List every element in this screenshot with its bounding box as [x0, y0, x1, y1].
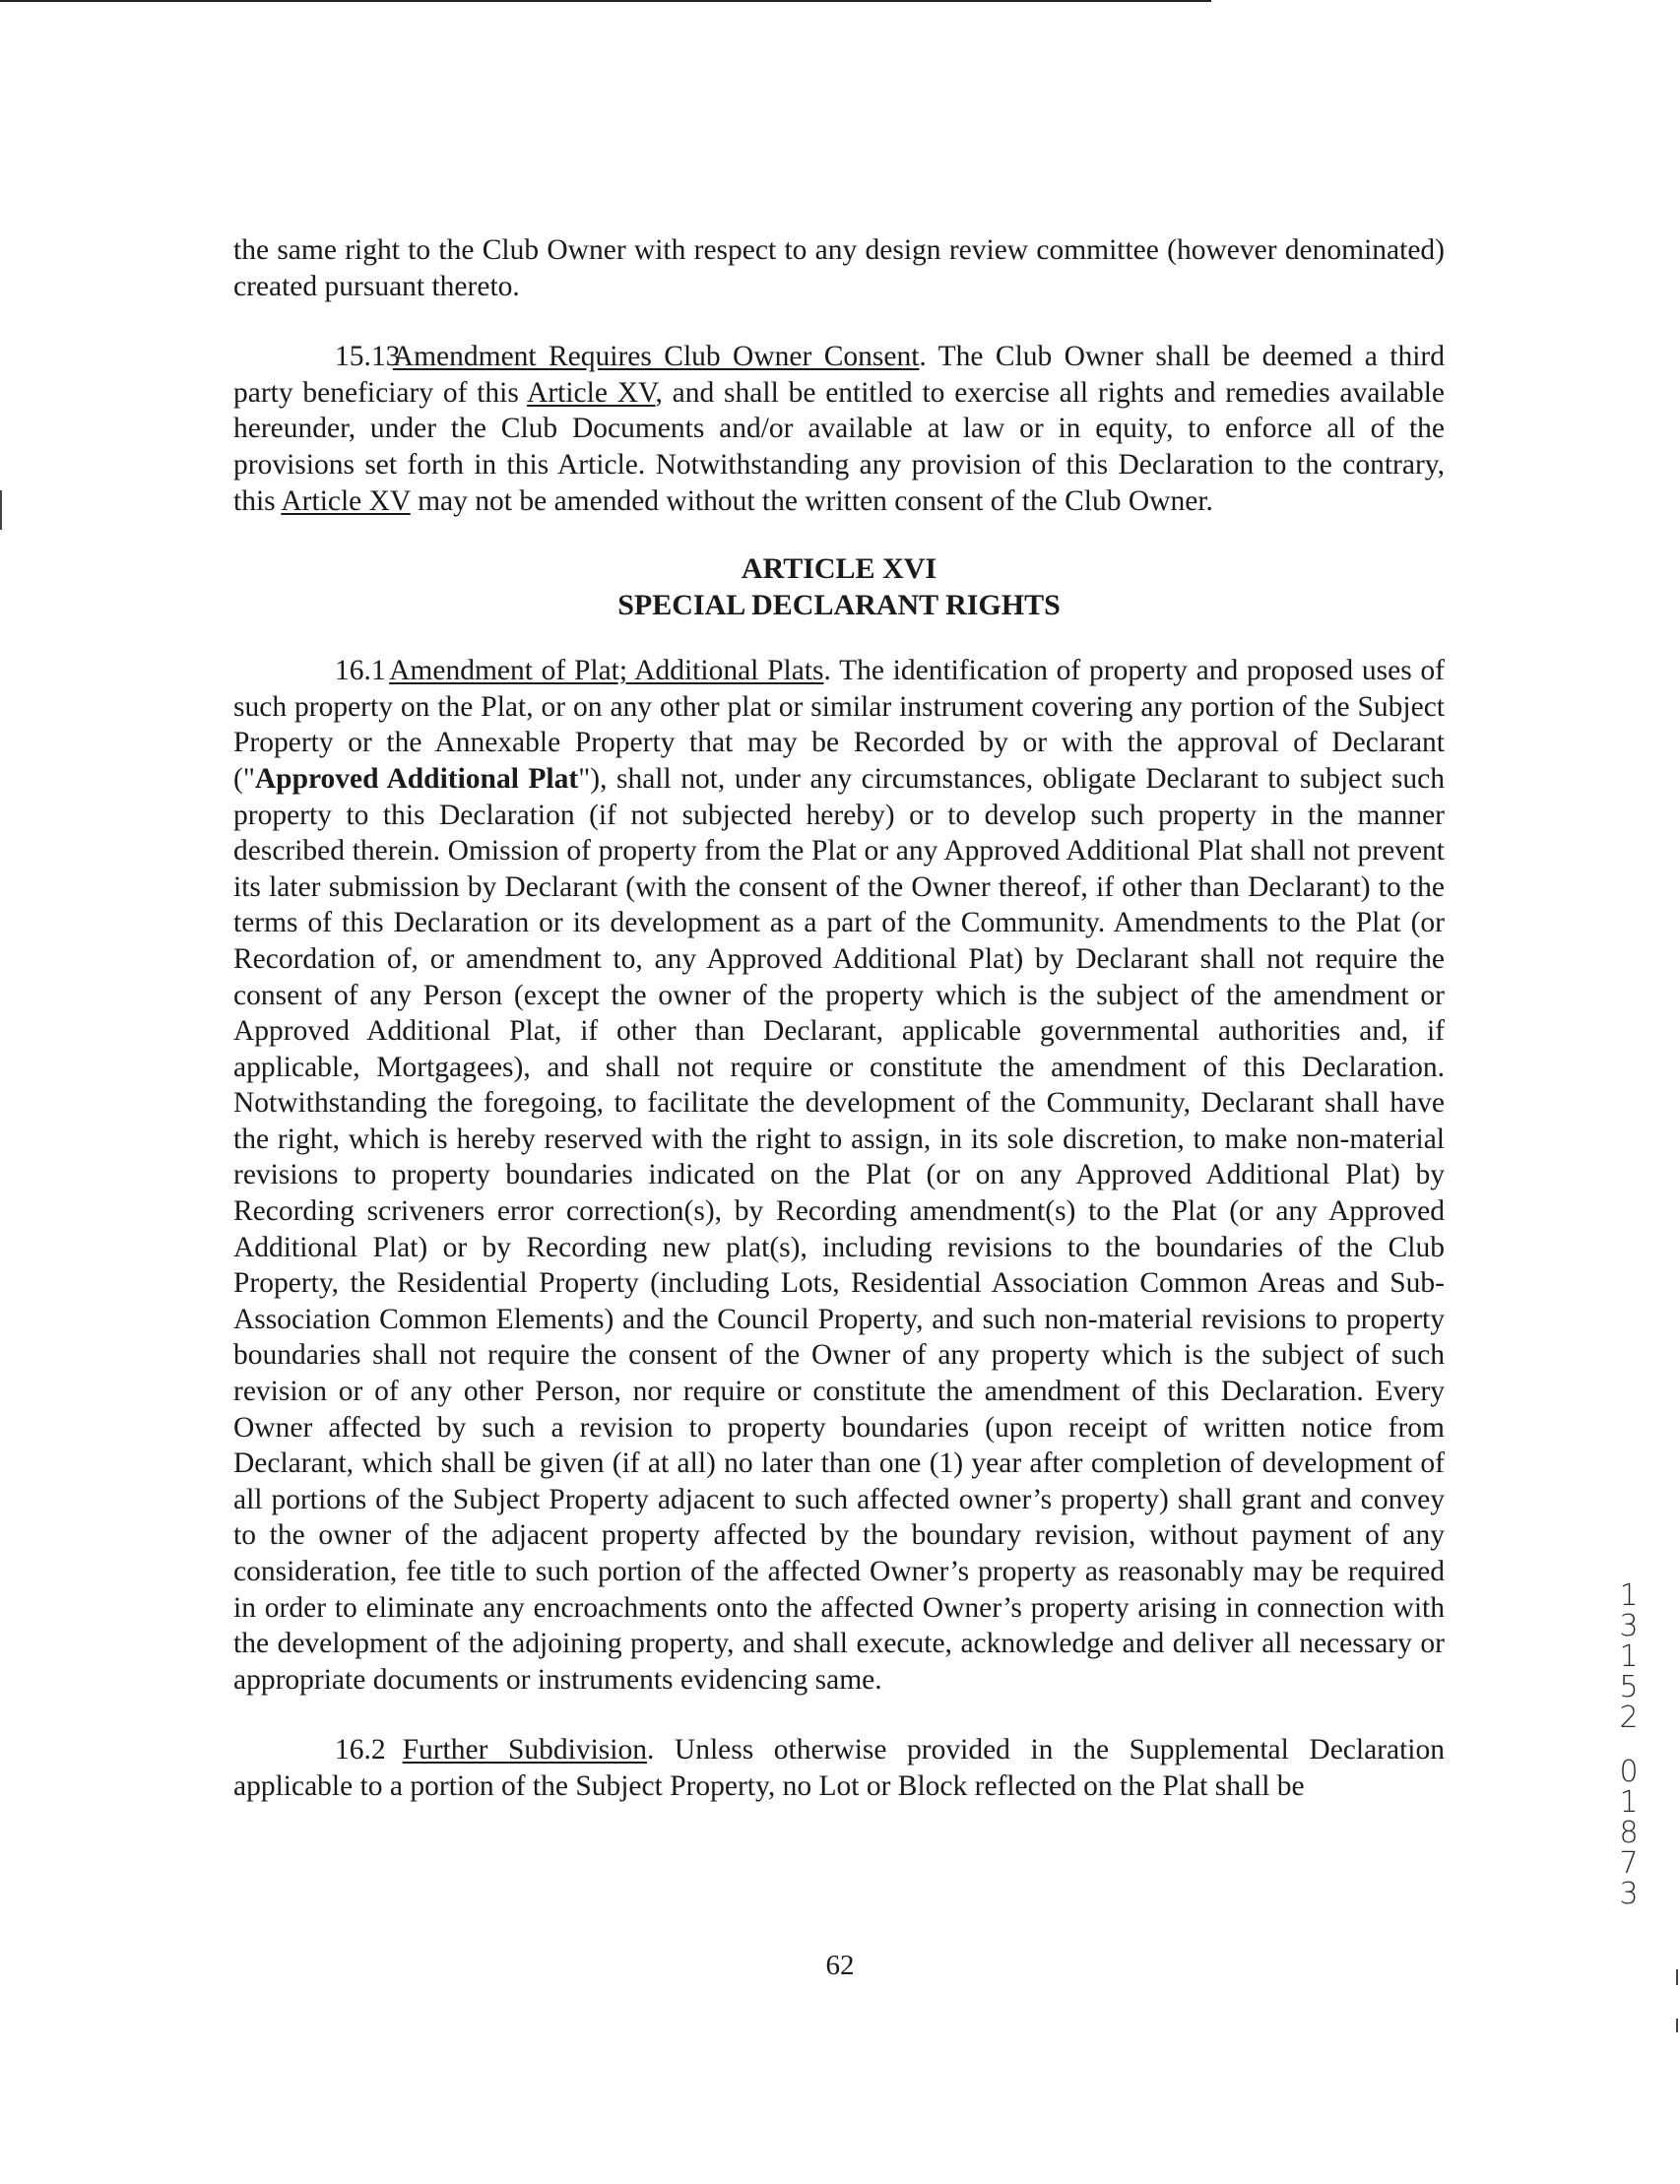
article-title: SPECIAL DECLARANT RIGHTS: [617, 589, 1061, 622]
recording-stamp: [1611, 1580, 1647, 1909]
section-text: "), shall not, under any circumstances, obligate Declarant to subject such property to this Declaration (if not subjected hereby) or to develop such property in the manner described therein. Omission of property from the Plat or any Approved Additional Plat shall not prevent its later submission by Declarant (with the consent of the Owner thereof, if other than Declarant) to the terms of this Declaration or its development as a part of the Community. Amendments to the Plat (or Recordation of, or amendment to, any Approved Additional Plat) by Declarant shall not require the consent of any Person (except the owner of the property which is the subject of the amendment or Approved Additional Plat, if other than Declarant, applicable governmental authorities and, if applicable, Mortgagees), and shall not require or constitute the amendment of this Declaration. Notwithstanding the foregoing, to facilitate the development of the Community, Declarant shall have the right, which is hereby reserved with the right to assign, in its sole discretion, to make non-material revisions to property boundaries indicated on the Plat (or on any Approved Additional Plat) by Recording scriveners error correction(s), by Recording amendment(s) to the Plat (or any Approved Additional Plat) or by Recording new plat(s), including revisions to the boundaries of the Club Property, the Residential Property (including Lots, Residential Association Common Areas and Sub-Association Common Elements) and the Council Property, and such non-material revisions to property boundaries shall not require the consent of the Owner of any property which is the subject of such revision or of any other Person, nor require or constitute the amendment of this Declaration. Every Owner affected by such a revision to property boundaries (upon receipt of written notice from Declarant, which shall be given (if at all) no later than one (1) year after completion of development of all portions of the Subject Property adjacent to such affected owner’s property) shall grant and convey to the owner of the adjacent property affected by the boundary revision, without payment of any consideration, fee title to such portion of the affected Owner’s property as reasonably may be required in order to eliminate any encroachments onto the affected Owner’s property arising in connection with the development of the adjoining property, and shall execute, acknowledge and deliver all necessary or appropriate documents or instruments evidencing same.: [233, 762, 1445, 1696]
section-title: Further Subdivision: [402, 1734, 647, 1766]
top-scan-rule: [0, 0, 1211, 2]
section-text: . The Club Owner shall be deemed a third party beneficiary of this: [233, 341, 1446, 409]
article-reference: Article XV: [527, 376, 656, 409]
article-number: ARTICLE XVI: [741, 552, 937, 586]
section-number: 15.13: [335, 341, 401, 373]
page-number: 62: [825, 1950, 855, 1981]
scan-edge-mark: [1676, 2019, 1678, 2032]
stamp-char: 3: [1619, 1877, 1639, 1911]
stamp-char: 1: [1619, 1578, 1639, 1613]
section-text: may not be amended without the written consent of the Club Owner.: [410, 484, 1213, 517]
article-reference: Article XV: [281, 484, 411, 517]
stamp-char: 1: [1619, 1785, 1639, 1820]
defined-term: Approved Additional Plat: [254, 762, 579, 795]
scan-edge-mark: [0, 490, 2, 530]
stamp-char: 1: [1619, 1639, 1639, 1674]
section-number: 16.1: [335, 655, 386, 687]
stamp-char: 7: [1619, 1846, 1639, 1881]
section-15-13: [233, 339, 1445, 519]
stamp-char: 3: [1619, 1609, 1639, 1643]
section-text: , and shall be entitled to exercise all rights and remedies available hereunder, under the Club Documents and/or available at law or in equity, to enforce all of the provisions set forth in this Article. Notwithstanding any provision of this Declaration to the contrary, this: [233, 376, 1445, 517]
section-title: Amendment of Plat; Additional Plats: [389, 655, 824, 687]
section-text: . The identification of property and proposed uses of such property on the Plat, or on any other plat or similar instrument covering any portion of the Subject Property or the Annexable Property that may be Recorded by or with the approval of Declarant (": [233, 655, 1445, 795]
stamp-char: [1611, 1733, 1647, 1757]
stamp-char: 8: [1619, 1816, 1639, 1850]
section-16-2: [233, 1732, 1445, 1804]
stamp-char: 2: [1619, 1701, 1639, 1735]
paragraph-continuation: the same right to the Club Owner with respect to any design review committee (however denominated) created pursuant thereto.: [233, 234, 1445, 302]
stamp-char: 0: [1619, 1755, 1639, 1789]
stamp-char: 5: [1619, 1670, 1639, 1704]
section-text: . Unless otherwise provided in the Supplemental Declaration applicable to a portion of the Subject Property, no Lot or Block reflected on the Plat shall be: [233, 1734, 1445, 1802]
section-number: 16.2: [335, 1734, 386, 1766]
article-heading: [233, 550, 1445, 623]
section-title: Amendment Requires Club Owner Consent: [392, 341, 920, 373]
document-page: [233, 232, 1445, 1805]
section-16-1: [233, 653, 1445, 1698]
